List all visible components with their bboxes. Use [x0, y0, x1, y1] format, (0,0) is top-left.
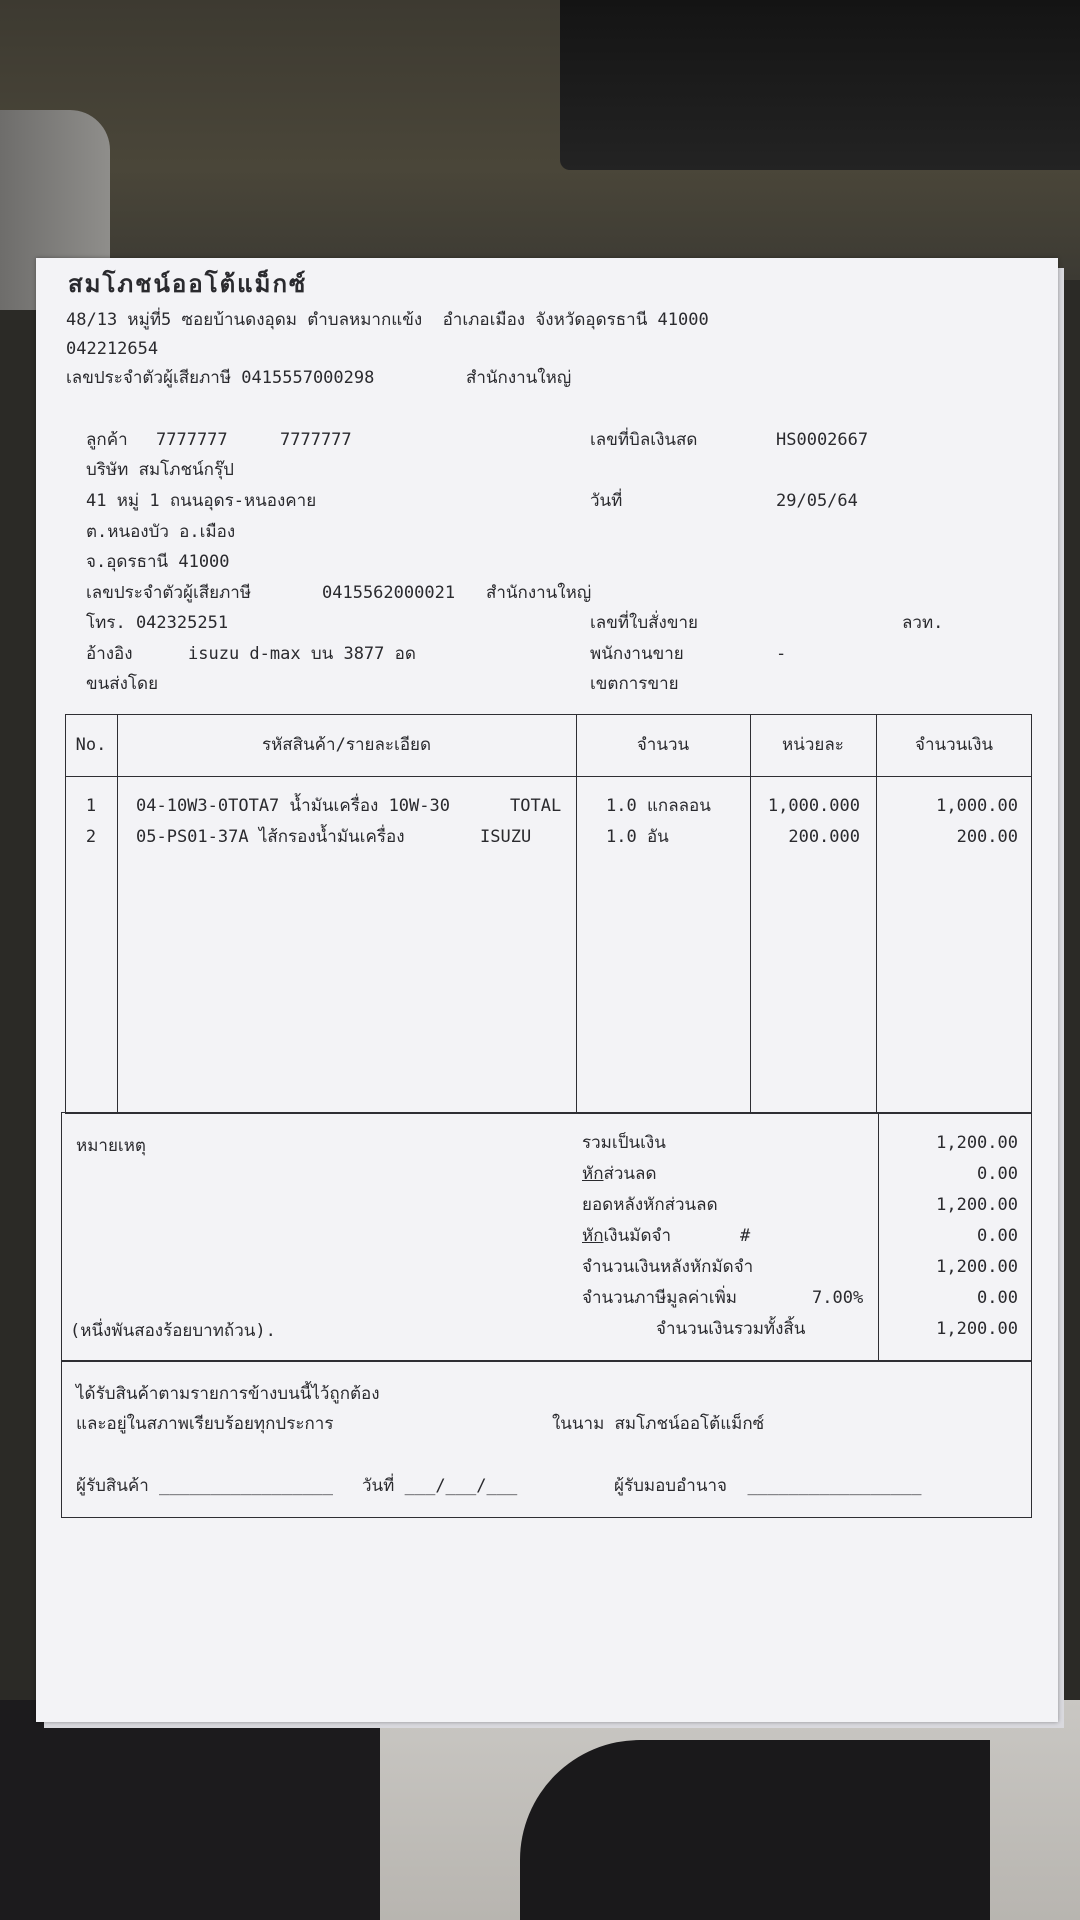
summary-value: 0.00 — [977, 1226, 1018, 1246]
salesperson-label: พนักงานขาย — [590, 644, 684, 664]
deduct-prefix: หัก — [582, 1164, 604, 1184]
summary-label: ส่วนลด — [603, 1164, 657, 1184]
row-amount: 1,000.00 — [936, 796, 1018, 816]
amount-in-words: (หนึ่งพันสองร้อยบาทถ้วน). — [70, 1321, 276, 1341]
reference-label: อ้างอิง — [86, 644, 133, 664]
receipt-statement-2: และอยู่ในสภาพเรียบร้อยทุกประการ — [76, 1414, 334, 1434]
invoice-number-label: เลขที่บิลเงินสด — [590, 430, 698, 450]
summary-label: จำนวนเงินรวมทั้งสิ้น — [656, 1319, 806, 1339]
summary-label: เงินมัดจำ — [603, 1226, 671, 1246]
background-device — [560, 0, 1080, 170]
row-amount: 200.00 — [956, 827, 1018, 847]
company-tax-id: เลขประจำตัวผู้เสียภาษี 0415557000298 — [66, 368, 375, 388]
row-quantity: 1.0 อัน — [606, 827, 669, 847]
customer-address-2: ต.หนองบัว อ.เมือง — [86, 522, 236, 542]
summary-label: ยอดหลังหักส่วนลด — [582, 1195, 718, 1215]
column-divider — [876, 714, 877, 1113]
row-unit-price: 200.000 — [788, 827, 860, 847]
row-item-brand: ISUZU — [480, 827, 532, 847]
header-amount: จำนวนเงิน — [914, 735, 994, 755]
customer-address-1: 41 หมู่ 1 ถนนอุดร-หนองคาย — [86, 491, 317, 511]
background-shadow-left — [0, 1700, 380, 1920]
receive-date-line: วันที่ ___/___/___ — [362, 1476, 518, 1496]
summary-value: 1,200.00 — [936, 1257, 1018, 1277]
sales-order-label: เลขที่ใบสั่งขาย — [590, 613, 698, 633]
sales-order-value: ลวท. — [902, 613, 944, 633]
company-phone: 042212654 — [66, 339, 159, 359]
deposit-marker: # — [740, 1226, 751, 1246]
row-no: 2 — [85, 827, 97, 847]
authorized-signature-line: ผู้รับมอบอำนาจ _________________ — [614, 1476, 922, 1496]
customer-tax-id: 0415562000021 — [322, 583, 456, 603]
invoice-date-label: วันที่ — [590, 491, 623, 511]
row-quantity: 1.0 แกลลอน — [606, 796, 711, 816]
header-description: รหัสสินค้า/รายละเอียด — [261, 735, 432, 755]
reference-value: isuzu d-max บน 3877 อด — [188, 644, 416, 664]
row-item-code: 05-PS01-37A ไส้กรองน้ำมันเครื่อง — [136, 827, 405, 847]
invoice-number: HS0002667 — [776, 430, 869, 450]
sales-area-label: เขตการขาย — [590, 674, 679, 694]
customer-label: ลูกค้า — [86, 430, 128, 450]
summary-value: 1,200.00 — [936, 1195, 1018, 1215]
vat-rate: 7.00% — [812, 1288, 864, 1308]
receipt-statement-1: ได้รับสินค้าตามรายการข้างบนนี้ไว้ถูกต้อง — [76, 1384, 380, 1404]
customer-code-2: 7777777 — [280, 430, 352, 450]
customer-name: บริษัท สมโภชน์กรุ๊ป — [86, 460, 234, 480]
header-unit-price: หน่วยละ — [782, 735, 844, 755]
customer-branch: สำนักงานใหญ่ — [486, 583, 592, 603]
row-unit-price: 1,000.000 — [767, 796, 860, 816]
remark-label: หมายเหตุ — [76, 1136, 146, 1156]
deduct-prefix: หัก — [582, 1226, 604, 1246]
invoice-paper — [36, 258, 1058, 1722]
column-divider — [117, 714, 118, 1113]
salesperson-value: - — [776, 644, 787, 664]
customer-code: 7777777 — [156, 430, 228, 450]
summary-label: รวมเป็นเงิน — [582, 1133, 666, 1153]
company-branch: สำนักงานใหญ่ — [466, 368, 572, 388]
receiver-signature-line: ผู้รับสินค้า _________________ — [76, 1476, 334, 1496]
invoice-date: 29/05/64 — [776, 491, 858, 511]
customer-phone: โทร. 042325251 — [86, 613, 229, 633]
summary-value: 0.00 — [977, 1164, 1018, 1184]
table-header-divider — [65, 776, 1032, 777]
company-name: สมโภชน์ออโต้แม็กซ์ — [68, 270, 308, 298]
summary-label: จำนวนภาษีมูลค่าเพิ่ม — [582, 1288, 738, 1308]
customer-tax-label: เลขประจำตัวผู้เสียภาษี — [86, 583, 252, 603]
summary-value: 1,200.00 — [936, 1319, 1018, 1339]
row-no: 1 — [85, 796, 97, 816]
row-item-brand: TOTAL — [510, 796, 562, 816]
row-item-code: 04-10W3-0TOTA7 น้ำมันเครื่อง 10W-30 — [136, 796, 450, 816]
column-divider — [750, 714, 751, 1113]
customer-address-3: จ.อุดรธานี 41000 — [86, 552, 230, 572]
summary-value: 1,200.00 — [936, 1133, 1018, 1153]
summary-value: 0.00 — [977, 1288, 1018, 1308]
header-no: No. — [75, 735, 107, 755]
background-shadow-right — [520, 1740, 990, 1920]
shipping-label: ขนส่งโดย — [86, 674, 159, 694]
column-divider — [576, 714, 577, 1113]
on-behalf-of: ในนาม สมโภชน์ออโต้แม็กซ์ — [552, 1414, 765, 1434]
header-quantity: จำนวน — [636, 735, 690, 755]
summary-label: จำนวนเงินหลังหักมัดจำ — [582, 1257, 754, 1277]
items-table — [65, 714, 1032, 1114]
company-address: 48/13 หมู่ที่5 ซอยบ้านดงอุดม ตำบลหมากแข้ง อำเภอเมือง จังหวัดอุดรธานี 41000 — [66, 310, 709, 330]
